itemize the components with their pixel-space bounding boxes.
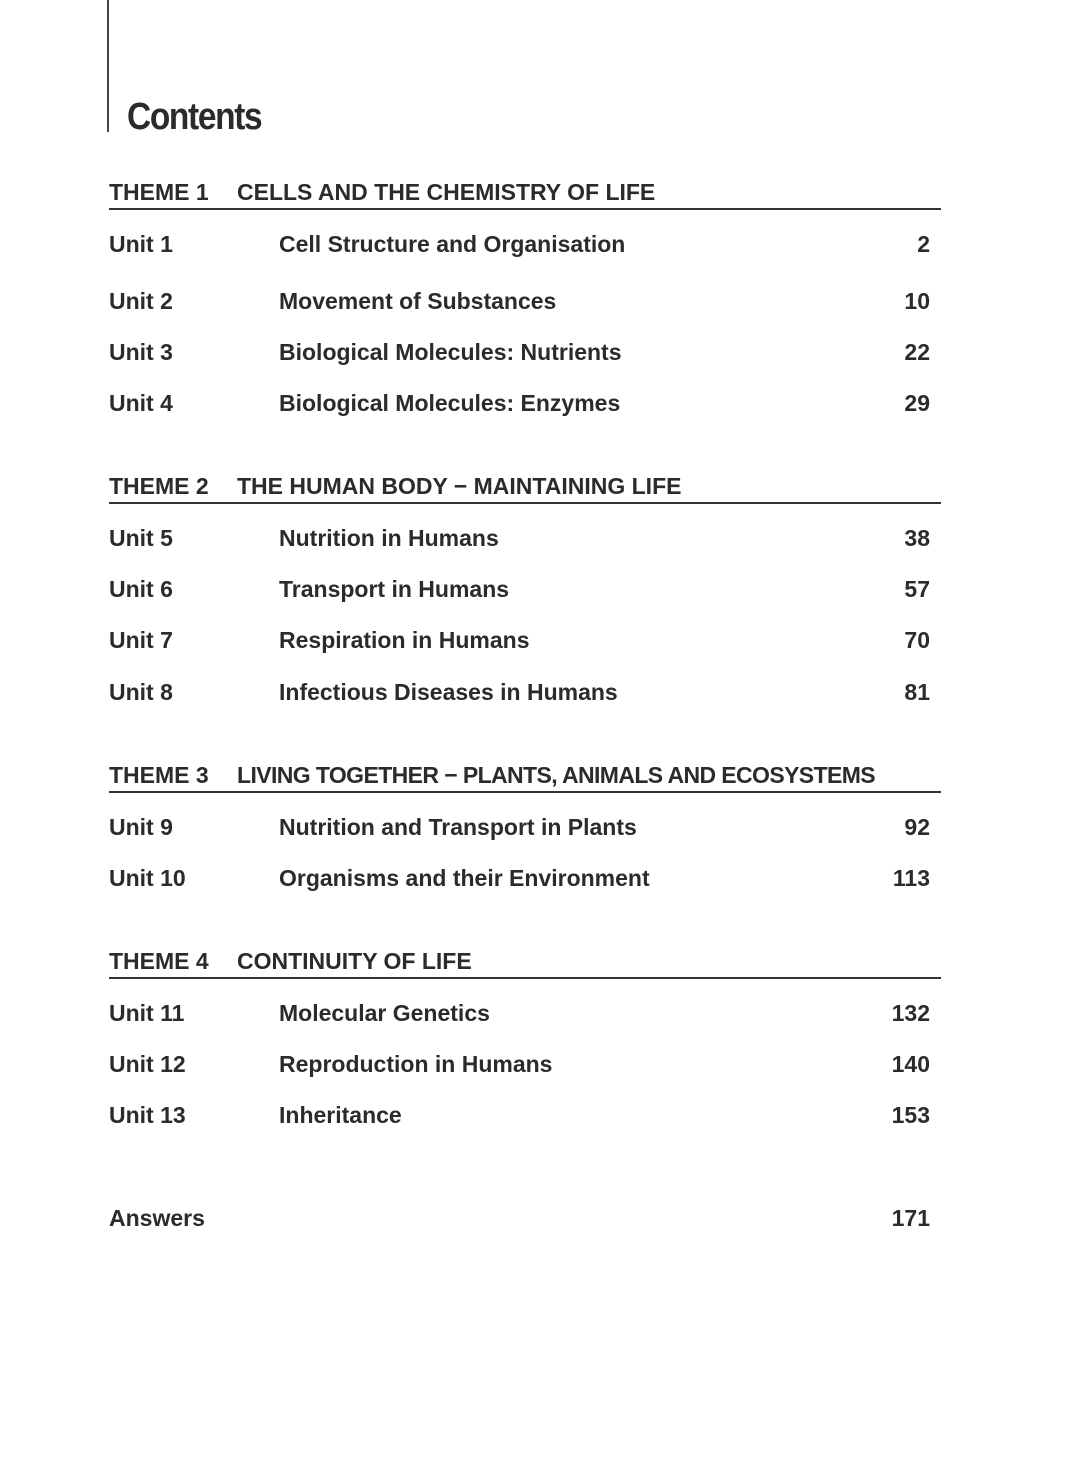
toc-entry-unit-3[interactable] <box>109 336 930 368</box>
unit-label: Unit 3 <box>109 339 173 365</box>
unit-label: Unit 12 <box>109 1051 186 1077</box>
toc-entry-unit-6[interactable] <box>109 573 930 605</box>
unit-label: Unit 5 <box>109 525 173 551</box>
unit-label: Unit 10 <box>109 865 186 891</box>
theme-title: CONTINUITY OF LIFE <box>237 948 472 974</box>
theme-header-1 <box>109 176 941 210</box>
theme-title: CELLS AND THE CHEMISTRY OF LIFE <box>237 179 656 205</box>
unit-title: Biological Molecules: Nutrients <box>279 339 622 365</box>
toc-entry-answers[interactable] <box>109 1202 930 1234</box>
theme-header-4 <box>109 945 941 979</box>
page-number: 171 <box>891 1205 930 1231</box>
page-number: 10 <box>904 288 930 314</box>
unit-label: Unit 6 <box>109 576 173 602</box>
unit-title: Respiration in Humans <box>279 627 530 653</box>
theme-number: THEME 4 <box>109 948 209 974</box>
answers-label: Answers <box>109 1205 205 1231</box>
page-title: Contents <box>127 96 262 138</box>
toc-entry-unit-12[interactable] <box>109 1048 930 1080</box>
page-number: 29 <box>904 390 930 416</box>
unit-title: Infectious Diseases in Humans <box>279 679 618 705</box>
page-number: 2 <box>917 231 930 257</box>
theme-header-2 <box>109 470 941 504</box>
unit-title: Cell Structure and Organisation <box>279 231 626 257</box>
unit-label: Unit 1 <box>109 231 173 257</box>
theme-number: THEME 2 <box>109 473 209 499</box>
toc-entry-unit-4[interactable] <box>109 387 930 419</box>
unit-title: Inheritance <box>279 1102 402 1128</box>
toc-entry-unit-5[interactable] <box>109 522 930 554</box>
page-number: 113 <box>892 865 930 891</box>
page-number: 81 <box>904 679 930 705</box>
unit-title: Biological Molecules: Enzymes <box>279 390 621 416</box>
toc-entry-unit-8[interactable] <box>109 676 930 708</box>
unit-title: Molecular Genetics <box>279 1000 490 1026</box>
page-number: 92 <box>904 814 930 840</box>
theme-number: THEME 1 <box>109 179 209 205</box>
page-number: 57 <box>904 576 930 602</box>
unit-label: Unit 7 <box>109 627 173 653</box>
page-number: 132 <box>891 1000 930 1026</box>
unit-title: Movement of Substances <box>279 288 557 314</box>
unit-label: Unit 9 <box>109 814 173 840</box>
page-number: 153 <box>891 1102 930 1128</box>
toc-entry-unit-7[interactable] <box>109 624 930 656</box>
unit-title: Organisms and their Environment <box>279 865 650 891</box>
toc-entry-unit-11[interactable] <box>109 997 930 1029</box>
unit-title: Nutrition in Humans <box>279 525 499 551</box>
margin-rule <box>107 0 109 132</box>
page-number: 38 <box>904 525 930 551</box>
unit-title: Reproduction in Humans <box>279 1051 553 1077</box>
toc-entry-unit-2[interactable] <box>109 285 930 317</box>
page-number: 22 <box>904 339 930 365</box>
toc-entry-unit-1[interactable] <box>109 228 930 260</box>
unit-label: Unit 11 <box>109 1000 185 1026</box>
theme-number: THEME 3 <box>109 762 209 788</box>
theme-title: THE HUMAN BODY − MAINTAINING LIFE <box>237 473 682 499</box>
unit-title: Nutrition and Transport in Plants <box>279 814 637 840</box>
theme-header-3 <box>109 759 941 793</box>
theme-title: LIVING TOGETHER − PLANTS, ANIMALS AND ECOSYSTEMS <box>237 762 876 788</box>
toc-entry-unit-9[interactable] <box>109 811 930 843</box>
toc-entry-unit-10[interactable] <box>109 862 930 894</box>
unit-label: Unit 13 <box>109 1102 186 1128</box>
unit-title: Transport in Humans <box>279 576 510 602</box>
page-number: 70 <box>904 627 930 653</box>
unit-label: Unit 4 <box>109 390 173 416</box>
page-number: 140 <box>891 1051 930 1077</box>
unit-label: Unit 8 <box>109 679 173 705</box>
unit-label: Unit 2 <box>109 288 173 314</box>
toc-entry-unit-13[interactable] <box>109 1099 930 1131</box>
